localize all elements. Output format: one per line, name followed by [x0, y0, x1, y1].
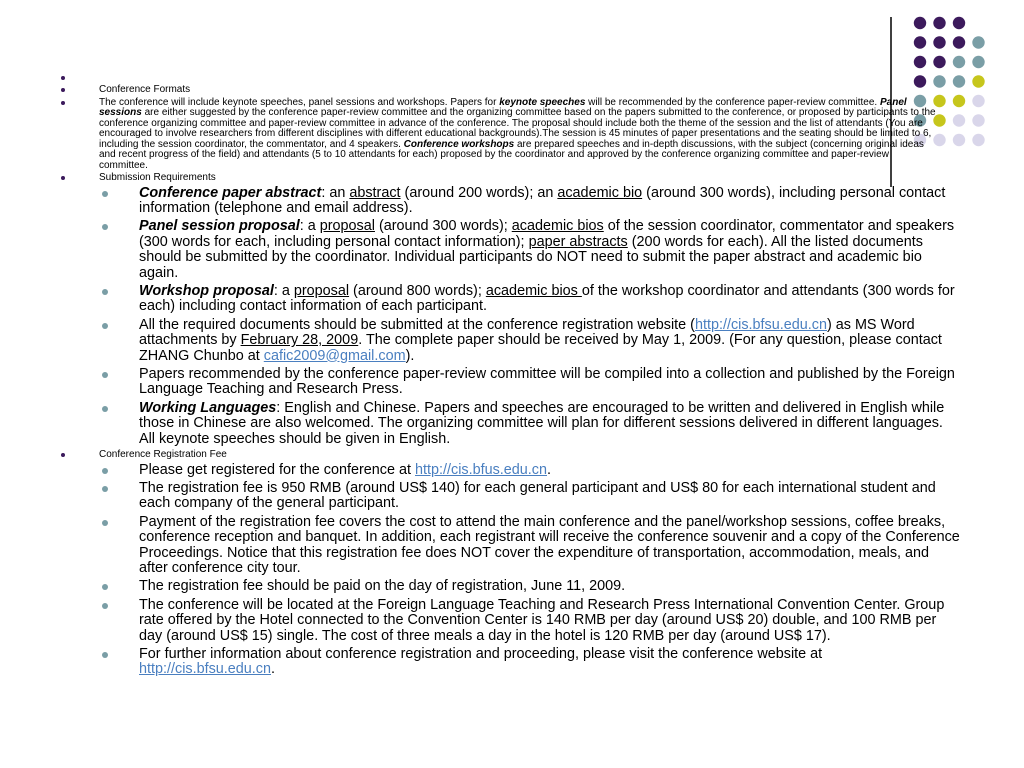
decorative-dot — [953, 36, 965, 48]
item-title: Conference paper abstract — [139, 184, 322, 201]
formats-text-3: are either suggested by the conference paper-review committee and the organizing committee based on the papers submitted to the conference, or proposed by participants to the conference organizing committee and paper-review committee in advance of the conference. The proposal should include both the theme of the session and the list of attendants (You are encouraged to involve researchers from different disciplines with different educational backgrounds).The session is 45 minutes of paper presentations and the seating should be limited to 6, including the session coordinator, the commentator, and 4 speakers. — [99, 107, 936, 150]
fee-item-more-info — [60, 647, 961, 678]
item-text: Please get registered for the conference at — [139, 461, 415, 478]
item-text: The registration fee is 950 RMB (around US$ 140) for each general participant and US$ 80 for each international student and each company of the general participant. — [139, 479, 936, 512]
decorative-dot — [972, 36, 984, 48]
item-text: The conference will be located at the Foreign Language Teaching and Research Press International Convention Center. Group rate offered by the Hotel connected to the Convention Center is 140 RMB per day (around US$ 20) double, and 100 RMB per day (around US$ 15) single. The cost of three meals a day in the hotel is 120 RMB per day (around US$ 17). — [139, 596, 945, 644]
item-text: of the workshop coordinator and attendants (300 words for each) including contact information of each participant. — [139, 282, 955, 315]
fee-list — [60, 461, 960, 678]
decorative-dot — [972, 56, 984, 68]
decorative-dot — [953, 75, 965, 87]
register-link[interactable]: http://cis.bfus.edu.cn — [415, 461, 547, 478]
registration-website-link[interactable]: http://cis.bfsu.edu.cn — [694, 316, 827, 333]
slide-body — [60, 73, 960, 681]
fee-heading: Conference Registration Fee — [99, 449, 227, 460]
bullet-formats-heading — [60, 85, 940, 96]
item-text: . — [547, 461, 551, 478]
item-text: Papers recommended by the conference paper-review committee will be compiled into a collection and published by the Foreign Language Teaching and Research Press. — [139, 365, 955, 398]
decorative-dot — [914, 36, 926, 48]
decorative-dot — [933, 36, 945, 48]
fee-item-location — [60, 598, 961, 644]
submission-item-abstract — [60, 186, 961, 217]
item-text: (around 300 words); — [374, 218, 512, 235]
decorative-dot — [972, 134, 984, 146]
item-text: of the session coordinator, commentator and speakers (300 words for each, including personal contact information); — [139, 218, 955, 250]
item-text: (around 200 words); an — [400, 184, 558, 201]
item-text: : a — [273, 282, 294, 299]
decorative-dot — [972, 114, 984, 126]
underlined-term: academic bio — [557, 184, 643, 201]
item-text: : a — [299, 218, 320, 235]
formats-text-1: The conference will include keynote speeches, panel sessions and workshops. Papers for — [99, 96, 500, 108]
decorative-dot — [972, 75, 984, 87]
submission-item-workshop — [60, 284, 961, 315]
decorative-dot — [914, 56, 926, 68]
underlined-term: paper abstracts — [528, 233, 628, 250]
item-text: : English and Chinese. Papers and speeches are encouraged to be written and delivered in English while those in Chinese are also welcomed. The organizing committee will plan for different sessions delivered in different languages. All keynote speeches should be given in English. — [139, 399, 945, 447]
item-text: . — [271, 661, 275, 678]
item-text: ) as MS Word attachments by — [139, 316, 915, 349]
fee-item-amount — [60, 481, 961, 512]
submission-item-publication — [60, 367, 961, 398]
panel-sessions-term: Panel sessions — [99, 96, 907, 118]
item-text: All the required documents should be submitted at the conference registration website ( — [139, 316, 695, 333]
decorative-dot — [953, 114, 965, 126]
item-text: (around 800 words); — [349, 282, 486, 299]
underlined-term: academic bios — [485, 282, 582, 299]
item-title: Working Languages — [139, 399, 277, 416]
item-text: ). — [405, 347, 415, 364]
decorative-dot — [933, 17, 945, 29]
underlined-date: February 28, 2009 — [240, 332, 359, 349]
item-text: For further information about conference registration and proceeding, please visit the conference website at — [139, 645, 823, 662]
bullet-fee — [60, 449, 960, 678]
submission-list — [60, 184, 955, 448]
conference-website-link[interactable]: http://cis.bfsu.edu.cn — [139, 661, 271, 678]
underlined-term: proposal — [293, 282, 350, 299]
underlined-term: abstract — [349, 184, 401, 201]
submission-heading: Submission Requirements — [99, 172, 216, 183]
formats-heading: Conference Formats — [99, 84, 191, 95]
conference-workshops-term: Conference workshops — [403, 138, 515, 150]
fee-item-payment-date — [60, 579, 961, 594]
item-text: : an — [321, 184, 350, 201]
item-title: Panel session proposal — [139, 218, 300, 235]
decorative-dot — [953, 17, 965, 29]
item-title: Workshop proposal — [139, 282, 274, 299]
item-text: (200 words for each). All the listed documents should be submitted by the coordinator. Individual participants do NOT need to submit the paper abstract and academic bio again. — [139, 233, 923, 281]
item-text: The registration fee should be paid on the day of registration, June 11, 2009. — [139, 578, 626, 595]
item-text: . The complete paper should be received by May 1, 2009. (For any question, please contact ZHANG Chunbo at — [139, 332, 942, 364]
contact-email-link[interactable]: cafic2009@gmail.com — [263, 347, 406, 364]
submission-item-languages — [60, 401, 961, 447]
submission-item-deadline — [60, 318, 961, 364]
item-text: (around 300 words), including personal contact information (telephone and email address). — [139, 184, 946, 216]
underlined-term: proposal — [319, 218, 375, 235]
decorative-dot — [933, 56, 945, 68]
item-text: Payment of the registration fee covers the cost to attend the main conference and the panel/workshop sessions, coffee breaks, conference reception and banquet. In addition, each registrant will receive the conference souvenir and a copy of the Conference Proceedings. Notice that this registration fee does NOT cover the expenditure of transportation, accommodation, meals, and after conference city tour. — [139, 513, 960, 576]
decorative-dot — [972, 95, 984, 107]
bullet-formats-description — [60, 98, 940, 172]
keynote-speeches-term: keynote speeches — [499, 96, 586, 108]
fee-item-coverage — [60, 515, 961, 577]
fee-item-register — [60, 463, 961, 478]
decorative-dot — [953, 134, 965, 146]
empty-bullet — [60, 73, 940, 83]
formats-text-4: are prepared speeches and in-depth discussions, with the subject (concerning original ideas and recent progress of the field) and attendants (5 to 10 attendants for each) proposed by the coordinator and approved by the conference organizing committee and paper-review committee. — [99, 138, 924, 171]
bullet-submission — [60, 172, 955, 447]
decorative-dot — [914, 17, 926, 29]
decorative-dot — [953, 56, 965, 68]
decorative-dot — [953, 95, 965, 107]
submission-item-panel — [60, 219, 961, 281]
underlined-term: academic bios — [511, 218, 604, 235]
formats-text-2: will be recommended by the conference paper-review committee. — [585, 96, 880, 108]
